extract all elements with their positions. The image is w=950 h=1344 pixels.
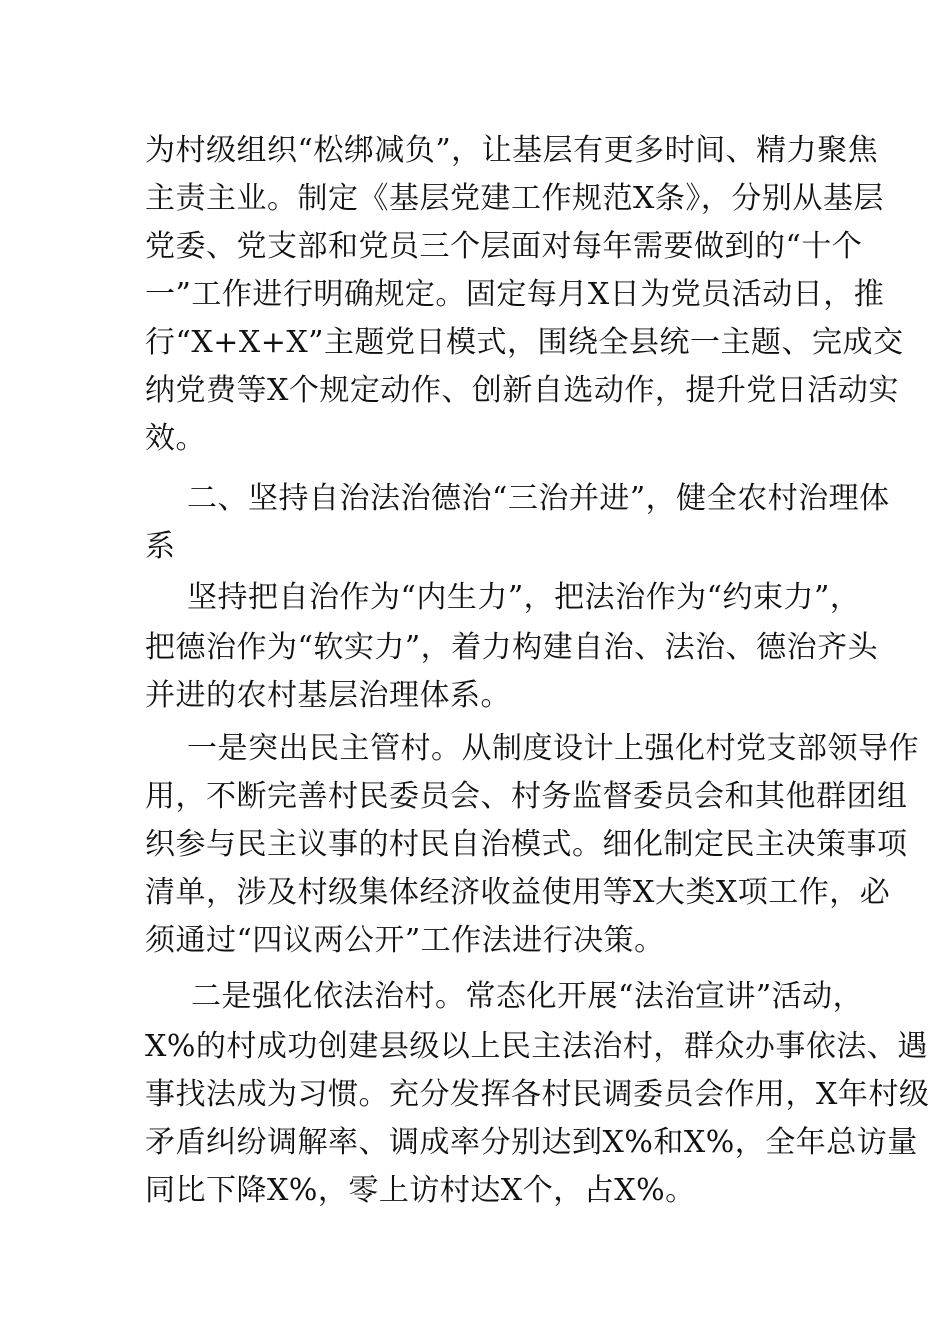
paragraph-line: 党委、党支部和党员三个层面对每年需要做到的“十个 xyxy=(145,229,863,264)
paragraph-line: 纳党费等X个规定动作、创新自选动作，提升党日活动实 xyxy=(145,373,899,408)
paragraph-line: 并进的农村基层治理体系。 xyxy=(145,678,511,713)
paragraph-line: 须通过“四议两公开”工作法进行决策。 xyxy=(145,923,665,958)
paragraph-line: 效。 xyxy=(145,421,206,456)
paragraph-line: 用，不断完善村民委员会、村务监督委员会和其他群团组 xyxy=(145,779,908,814)
section-heading: 系 xyxy=(145,529,176,564)
paragraph-line: 行“X+X+X”主题党日模式，围绕全县统一主题、完成交 xyxy=(145,325,904,360)
paragraph-line: 清单，涉及村级集体经济收益使用等X大类X项工作，必 xyxy=(145,875,891,910)
paragraph-line: 同比下降X%，零上访村达X个，占X%。 xyxy=(145,1173,696,1208)
paragraph-line: 矛盾纠纷调解率、调成率分别达到X%和X%，全年总访量 xyxy=(145,1125,918,1160)
paragraph-line: 坚持把自治作为“内生力”，把法治作为“约束力”， xyxy=(187,580,861,615)
paragraph-line: 二是强化依法治村。常态化开展“法治宣讲”活动， xyxy=(191,979,864,1014)
paragraph-line: 事找法成为习惯。充分发挥各村民调委员会作用，X年村级 xyxy=(145,1077,930,1112)
paragraph-line: X%的村成功创建县级以上民主法治村，群众办事依法、遇 xyxy=(145,1029,928,1064)
paragraph-line: 一是突出民主管村。从制度设计上强化村党支部领导作 xyxy=(187,731,919,766)
paragraph-line: 织参与民主议事的村民自治模式。细化制定民主决策事项 xyxy=(145,827,908,862)
paragraph-line: 一”工作进行明确规定。固定每月X日为党员活动日，推 xyxy=(145,277,885,312)
paragraph-line: 为村级组织“松绑减负”，让基层有更多时间、精力聚焦 xyxy=(145,133,879,168)
paragraph-line: 把德治作为“软实力”，着力构建自治、法治、德治齐头 xyxy=(145,630,879,665)
paragraph-line: 主责主业。制定《基层党建工作规范X条》，分别从基层 xyxy=(145,181,884,216)
section-heading: 二、坚持自治法治德治“三治并进”，健全农村治理体 xyxy=(187,481,890,516)
